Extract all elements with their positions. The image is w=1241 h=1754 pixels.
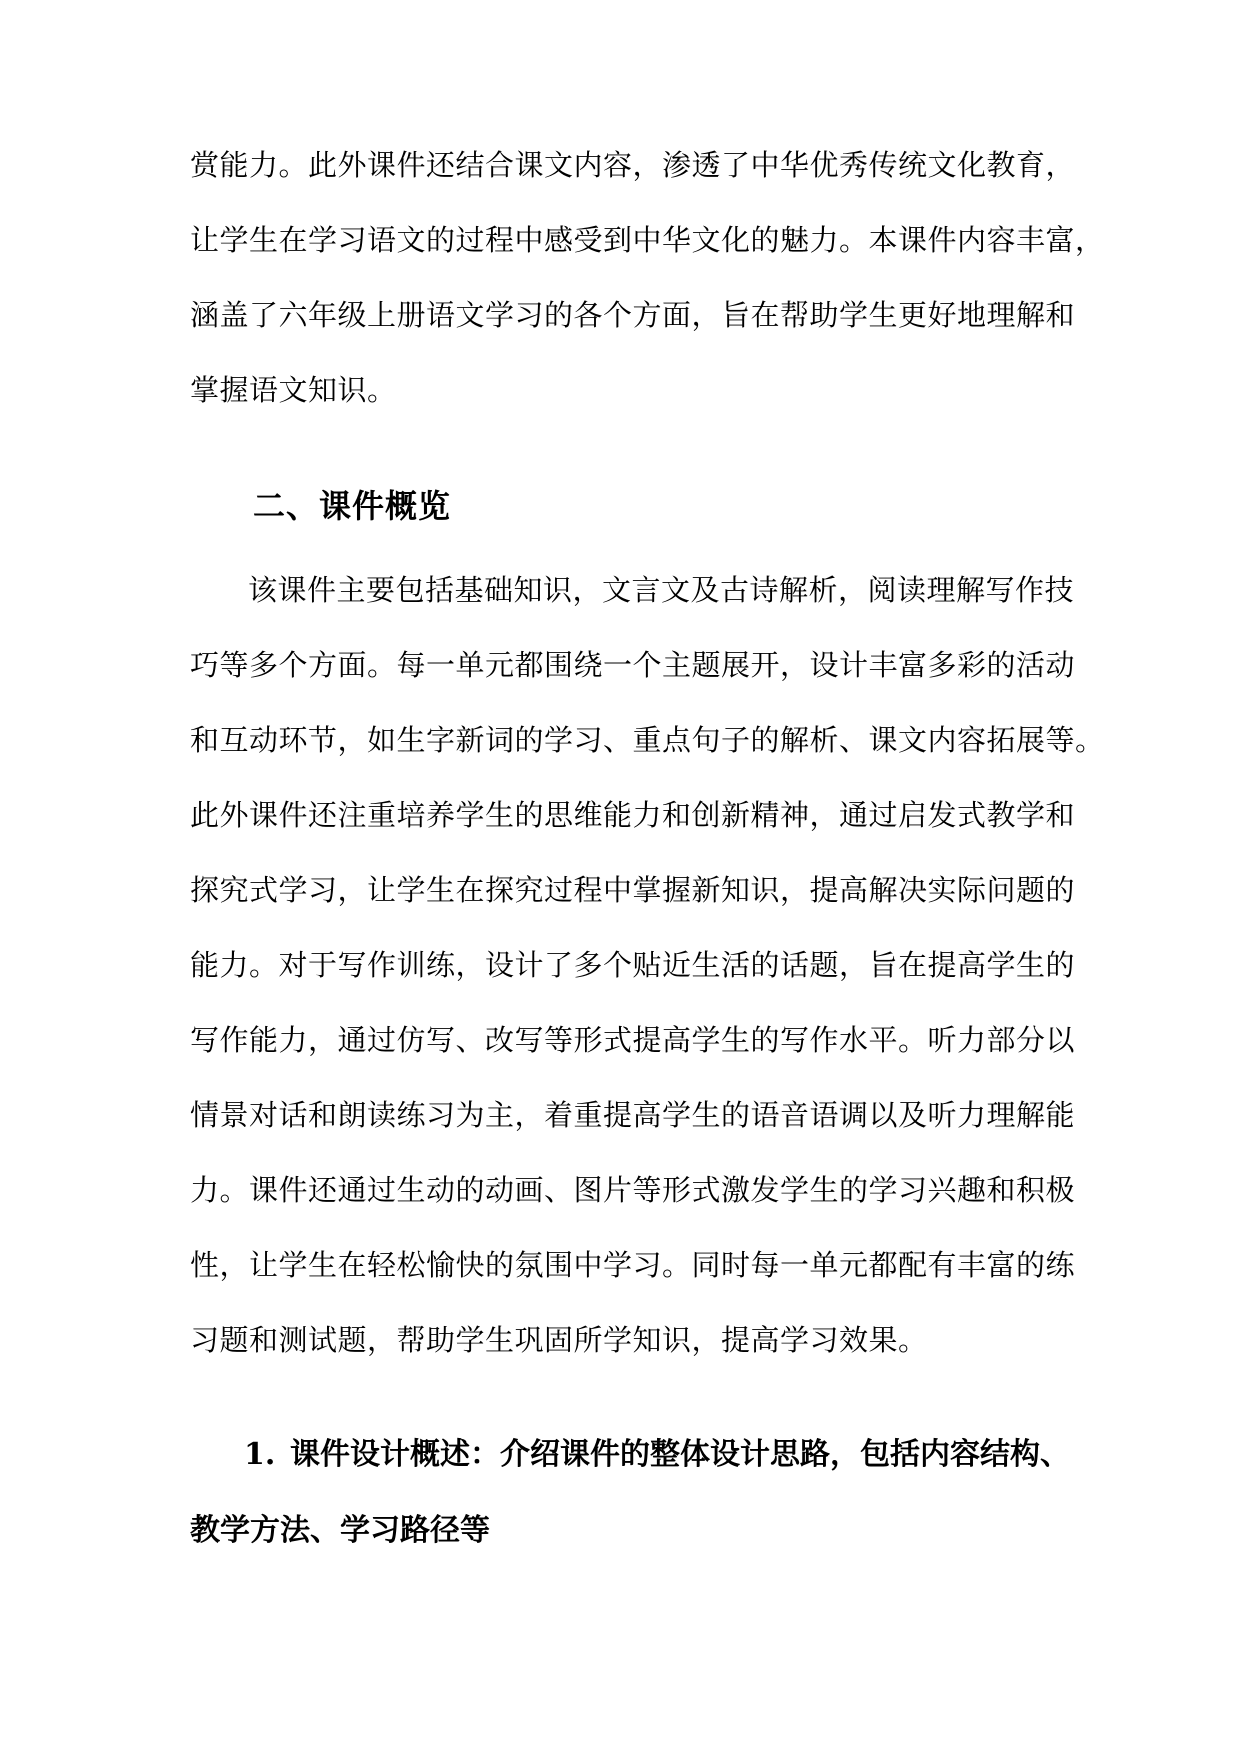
section-heading: 二、课件概览 xyxy=(253,487,452,525)
overview-line-10: 性，让学生在轻松愉快的氛围中学习。同时每一单元都配有丰富的练 xyxy=(190,1248,1076,1282)
subsection-title-line-1: 课件设计概述：介绍课件的整体设计思路，包括内容结构、 xyxy=(290,1437,1070,1472)
overview-line-9: 力。课件还通过生动的动画、图片等形式激发学生的学习兴趣和积极 xyxy=(190,1173,1076,1207)
overview-line-8: 情景对话和朗读练习为主，着重提高学生的语音语调以及听力理解能 xyxy=(190,1098,1076,1132)
overview-line-5: 探究式学习，让学生在探究过程中掌握新知识，提高解决实际问题的 xyxy=(190,873,1076,907)
overview-line-4: 此外课件还注重培养学生的思维能力和创新精神，通过启发式教学和 xyxy=(190,798,1076,832)
subsection-number: 1. xyxy=(244,1437,276,1472)
intro-line-1: 赏能力。此外课件还结合课文内容，渗透了中华优秀传统文化教育， xyxy=(190,148,1076,182)
subsection-title-line-2: 教学方法、学习路径等 xyxy=(190,1513,490,1548)
intro-line-4: 掌握语文知识。 xyxy=(190,373,397,407)
overview-line-3: 和互动环节，如生字新词的学习、重点句子的解析、课文内容拓展等。 xyxy=(190,723,1105,757)
overview-line-6: 能力。对于写作训练，设计了多个贴近生活的话题，旨在提高学生的 xyxy=(190,948,1076,982)
overview-line-7: 写作能力，通过仿写、改写等形式提高学生的写作水平。听力部分以 xyxy=(190,1023,1076,1057)
overview-line-11: 习题和测试题，帮助学生巩固所学知识，提高学习效果。 xyxy=(190,1323,928,1357)
overview-line-2: 巧等多个方面。每一单元都围绕一个主题展开，设计丰富多彩的活动 xyxy=(190,648,1076,682)
overview-line-1: 该课件主要包括基础知识，文言文及古诗解析，阅读理解写作技 xyxy=(248,573,1075,607)
intro-line-2: 让学生在学习语文的过程中感受到中华文化的魅力。本课件内容丰富， xyxy=(190,223,1105,257)
intro-line-3: 涵盖了六年级上册语文学习的各个方面，旨在帮助学生更好地理解和 xyxy=(190,298,1076,332)
